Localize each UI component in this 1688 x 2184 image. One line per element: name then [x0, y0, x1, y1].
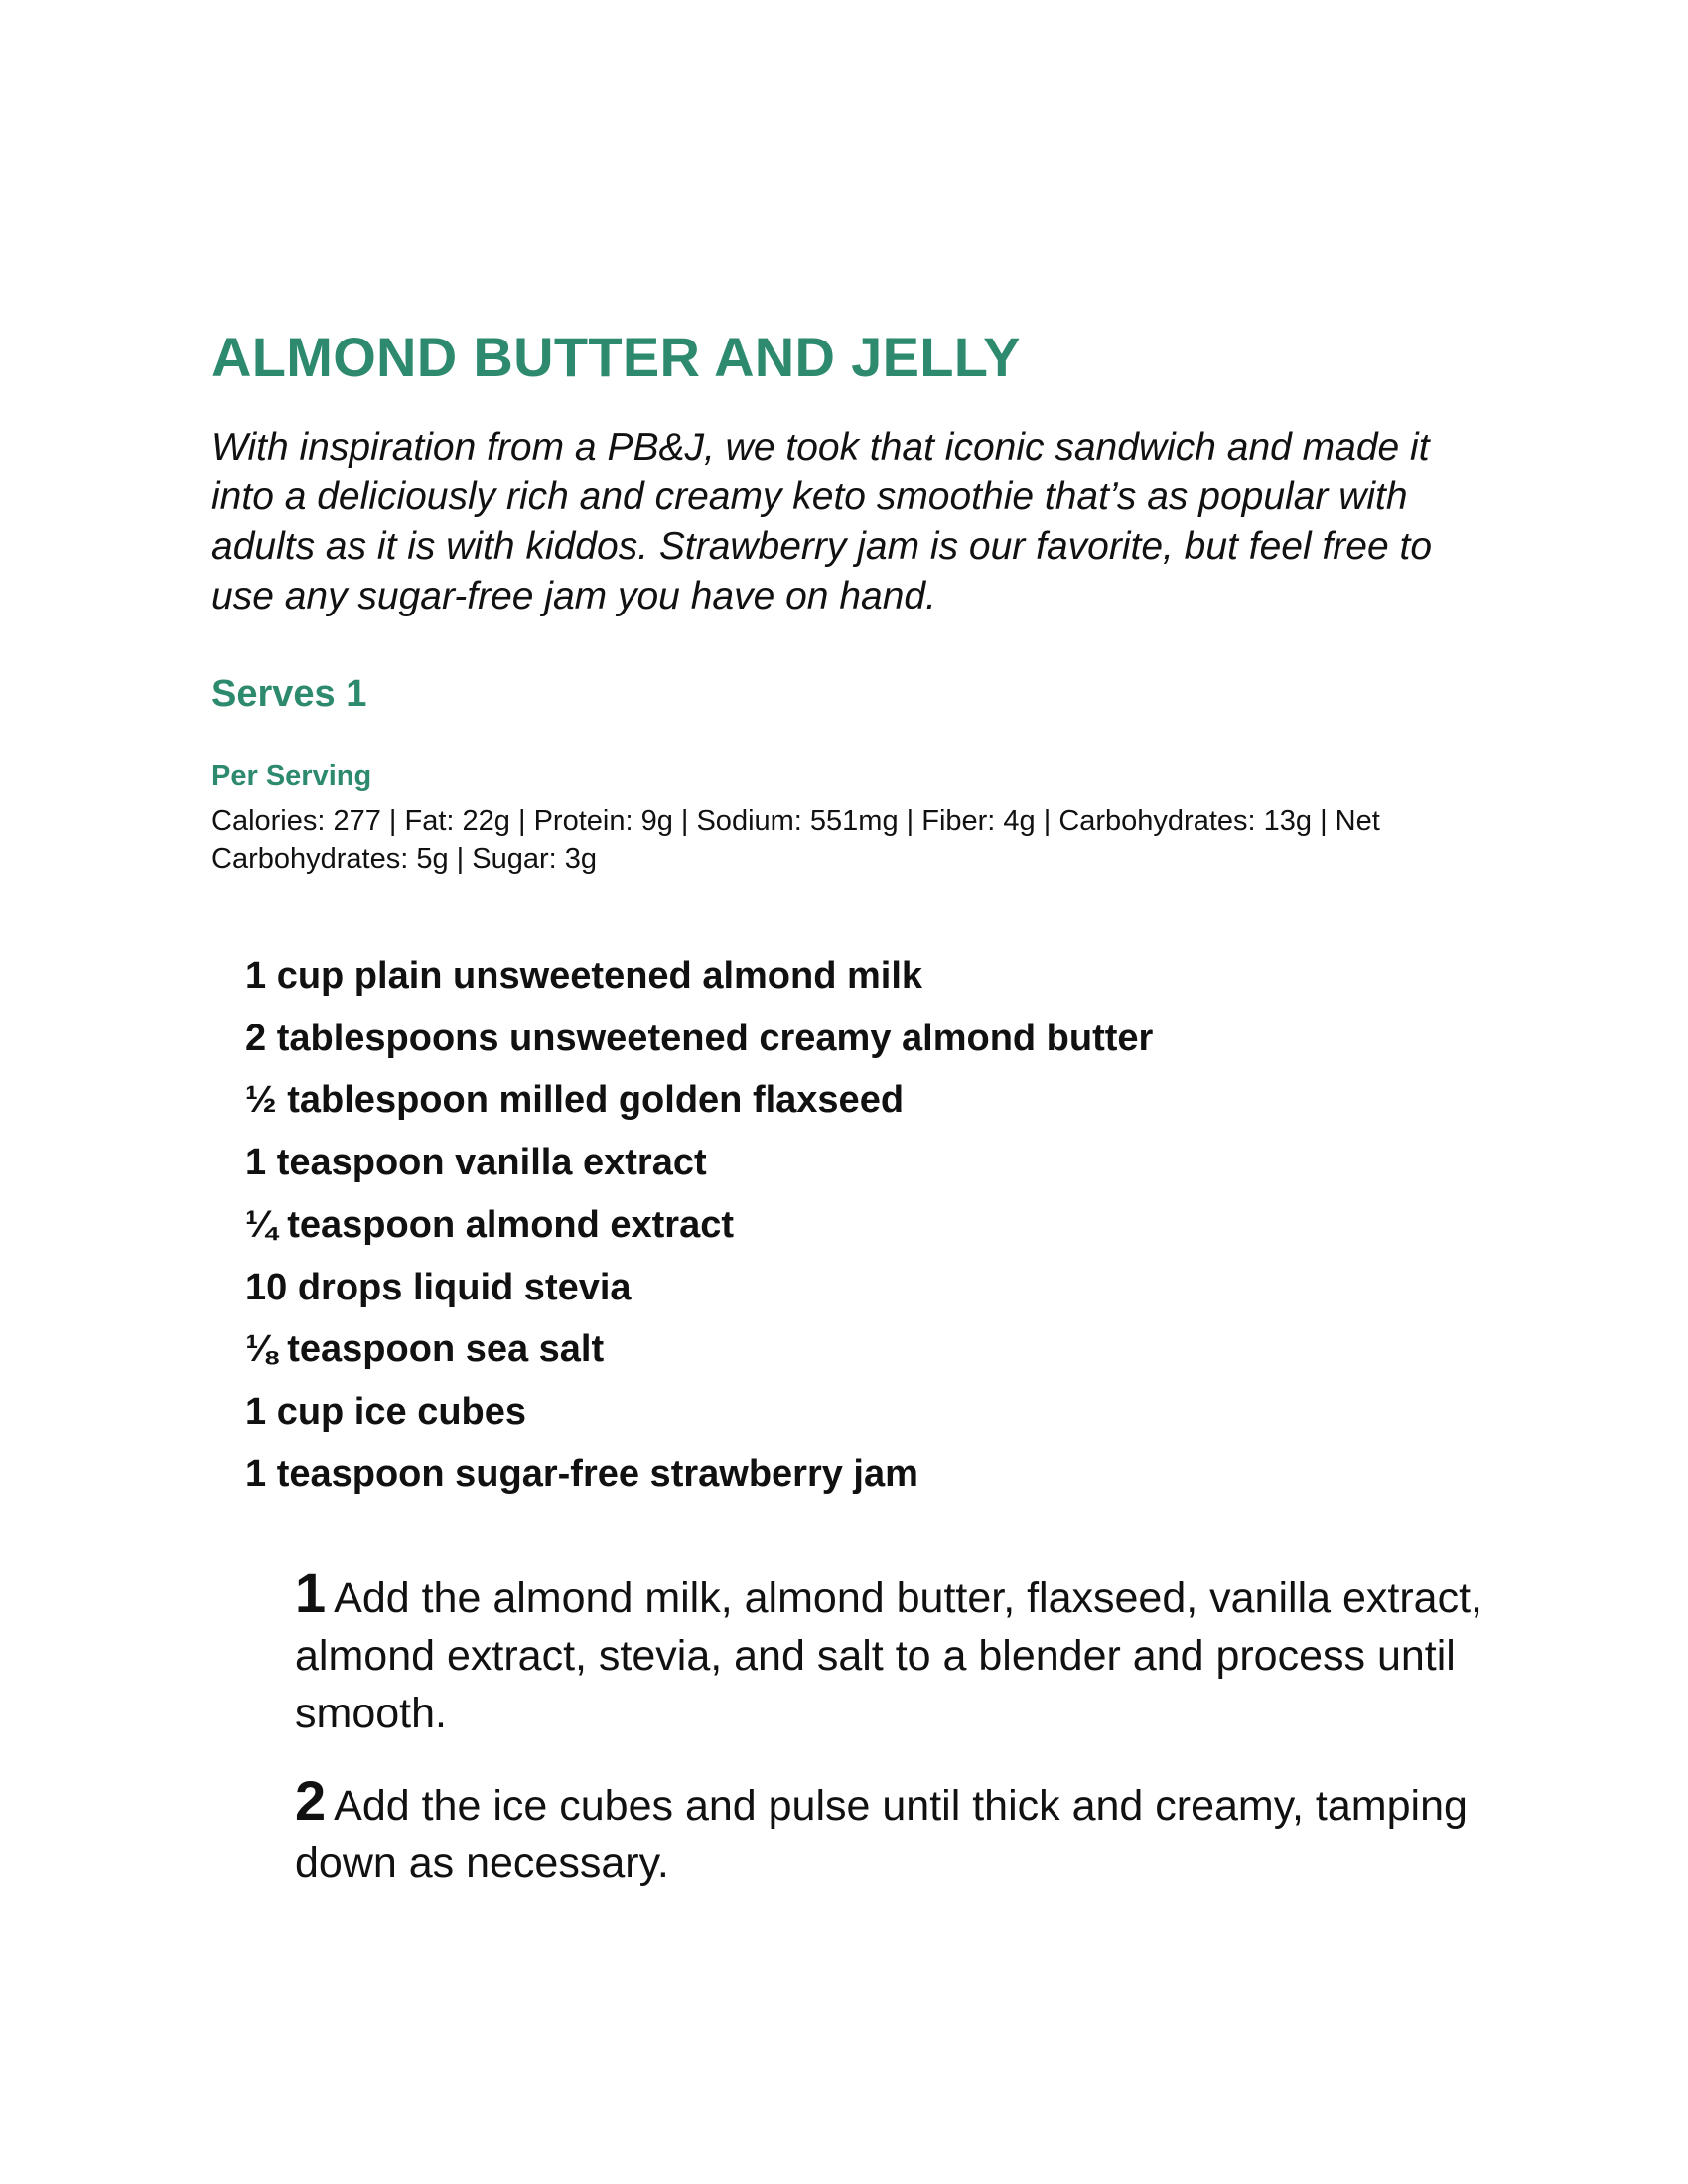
step-list: [295, 1562, 1486, 1892]
per-serving-label: Per Serving: [211, 760, 372, 792]
step-item: [295, 1769, 1486, 1892]
recipe-intro: With inspiration from a PB&J, we took that iconic sandwich and made it into a deliciously rich and creamy keto smoothie that’s as popular with adults as it is with kiddos. Strawberry jam is our favorite, but feel free to use any sugar-free jam you have on hand.: [211, 426, 1433, 617]
ingredient-item: 1 teaspoon sugar-free strawberry jam: [245, 1452, 918, 1495]
ingredient-item: 10 drops liquid stevia: [245, 1266, 632, 1308]
step-item: [295, 1562, 1486, 1742]
ingredient-item: 1 cup plain unsweetened almond milk: [245, 955, 923, 997]
ingredient-item: 1 teaspoon vanilla extract: [245, 1142, 707, 1184]
step-number: 1: [295, 1562, 327, 1624]
step-text: Add the almond milk, almond butter, flaxseed, vanilla extract, almond extract, stevia, and salt to a blender and process until smooth.: [295, 1574, 1482, 1737]
ingredient-list: [245, 945, 1153, 1505]
nutrition-facts: Calories: 277 | Fat: 22g | Protein: 9g | Sodium: 551mg | Fiber: 4g | Carbohydrates: 13g | Net Carbohydrates: 5g | Sugar: 3g: [211, 805, 1380, 875]
ingredient-item: ¼ teaspoon almond extract: [245, 1203, 735, 1246]
step-text: Add the ice cubes and pulse until thick and creamy, tamping down as necessary.: [295, 1782, 1468, 1887]
recipe-title: ALMOND BUTTER AND JELLY: [211, 326, 1021, 388]
serves-heading: Serves 1: [211, 673, 367, 715]
ingredient-item: ⅛ teaspoon sea salt: [245, 1328, 605, 1371]
ingredient-item: ½ tablespoon milled golden flaxseed: [245, 1079, 905, 1122]
step-number: 2: [295, 1769, 327, 1832]
ingredient-item: 1 cup ice cubes: [245, 1390, 527, 1433]
ingredient-item: 2 tablespoons unsweetened creamy almond butter: [245, 1017, 1154, 1059]
